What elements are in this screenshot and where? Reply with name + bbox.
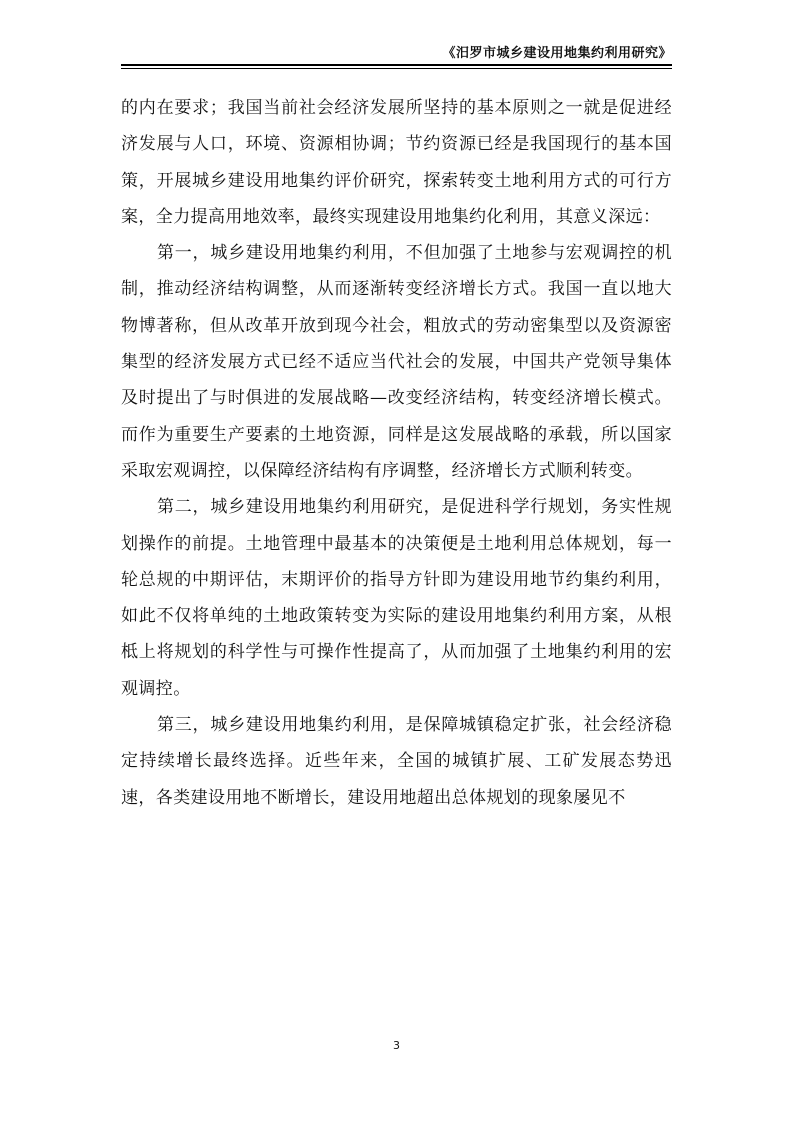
paragraph-continuation: 的内在要求；我国当前社会经济发展所坚持的基本原则之一就是促进经济发展与人口，环境、资源相协调；节约资源已经是我国现行的基本国策，开展城乡建设用地集约评价研究，探索转变土地利用方式的可行方案，全力提高用地效率，最终实现建设用地集约化利用，其意义深远：: [121, 98, 672, 227]
paragraph-first-point: 第一，城乡建设用地集约利用，不但加强了土地参与宏观调控的机制，推动经济结构调整，从而逐渐转变经济增长方式。我国一直以地大物博著称，但从改革开放到现今社会，粗放式的劳动密集型以及资源密集型的经济发展方式已经不适应当代社会的发展，中国共产党领导集体及时提出了与时俱进的发展战略—改变经济结构，转变经济增长模式。而作为重要生产要素的土地资源，同样是这发展战略的承载，所以国家采取宏观调控，以保障经济结构有序调整，经济增长方式顺利转变。: [121, 243, 672, 481]
header-rule-thin: [121, 68, 672, 69]
body-text: [121, 90, 672, 816]
running-header-title: 《汨罗市城乡建设用地集约利用研究》: [442, 46, 672, 61]
paragraph-second-point: 第二，城乡建设用地集约利用研究，是促进科学行规划，务实性规划操作的前提。土地管理中最基本的决策便是土地利用总体规划，每一轮总规的中期评估，末期评价的指导方针即为建设用地节约集约利用，如此不仅将单纯的土地政策转变为实际的建设用地集约利用方案，从根柢上将规划的科学性与可操作性提高了，从而加强了土地集约利用的宏观调控。: [121, 497, 672, 699]
paragraph-third-point: 第三，城乡建设用地集约利用，是保障城镇稳定扩张，社会经济稳定持续增长最终选择。近些年来，全国的城镇扩展、工矿发展态势迅速，各类建设用地不断增长，建设用地超出总体规划的现象屡见不: [121, 715, 672, 808]
header-rule-thick: [121, 64, 672, 66]
page-number: 3: [393, 1039, 400, 1052]
